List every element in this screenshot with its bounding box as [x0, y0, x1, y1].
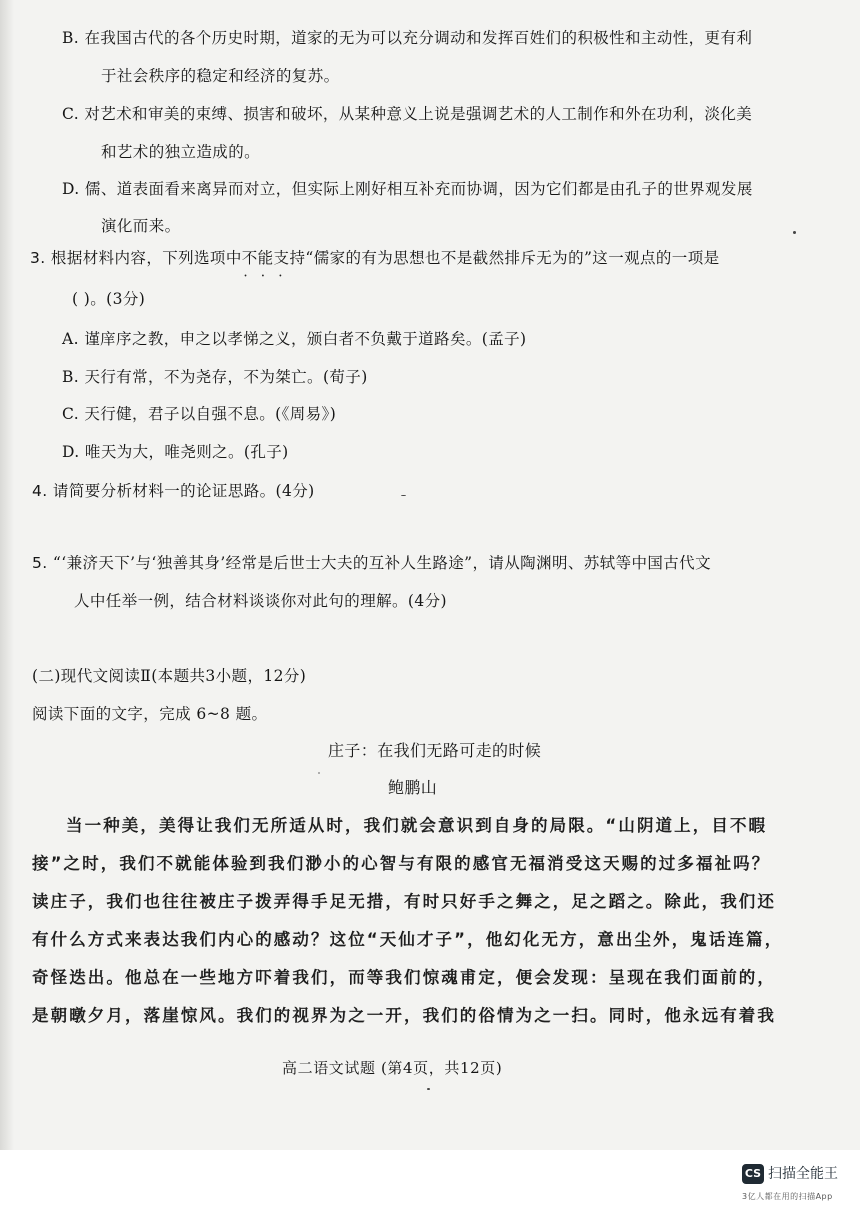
q3-stem — [30, 247, 720, 269]
q4 — [32, 480, 315, 502]
q2-option-b-line2: 于社会秩序的稳定和经济的复苏。 — [101, 67, 340, 85]
q5-line2: 人中任举一例，结合材料谈谈你对此句的理解。(4分) — [74, 592, 447, 610]
q4-text: 请简要分析材料一的论证思路。(4分) — [52, 482, 315, 500]
q3-option-a: A. 谨庠序之教，申之以孝悌之义，颁白者不负戴于道路矣。(孟子) — [62, 330, 527, 348]
scan-speck — [318, 772, 320, 774]
scanner-logo-icon: CS — [742, 1164, 764, 1184]
scanner-tagline: 3亿人都在用的扫描App — [742, 1192, 833, 1201]
q3-number: 3. — [30, 249, 46, 267]
scanner-app-name: 扫描全能王 — [768, 1166, 838, 1182]
article-title: 庄子：在我们无路可走的时候 — [328, 741, 542, 760]
q5-line1-text: “‘兼济天下’与‘独善其身’经常是后世士大夫的互补人生路途”，请从陶渊明、苏轼等中国古代文 — [52, 554, 711, 572]
q3-option-d: D. 唯天为大，唯尧则之。(孔子) — [62, 443, 289, 461]
section-heading: (二)现代文阅读Ⅱ(本题共3小题，12分) — [32, 667, 307, 685]
page-edge-shadow — [0, 0, 14, 1150]
q3-stem-before: 根据材料内容，下列选项中 — [50, 249, 242, 267]
q4-number: 4. — [32, 482, 48, 500]
scan-speck — [401, 495, 406, 496]
q2-option-d-line2: 演化而来。 — [101, 217, 181, 235]
q3-option-c: C. 天行健，君子以自强不息。(《周易》) — [62, 405, 337, 423]
q2-option-b-line1: B. 在我国古代的各个历史时期，道家的无为可以充分调动和发挥百姓们的积极性和主动性，更有利 — [62, 29, 753, 47]
q2-option-c-line2: 和艺术的独立造成的。 — [101, 143, 261, 161]
q3-answer-blank: ( )。(3分) — [72, 290, 146, 308]
section-instruction: 阅读下面的文字，完成 6~8 题。 — [32, 705, 268, 723]
q3-stem-after: 支持“儒家的有为思想也不是截然排斥无为的”这一观点的一项是 — [273, 249, 720, 267]
article-line: 是朝暾夕月，落崖惊风。我们的视界为之一开，我们的俗情为之一扫。同时，他永远有着我 — [32, 1006, 776, 1025]
article-line: 当一种美，美得让我们无所适从时，我们就会意识到自身的局限。“山阴道上，目不暇 — [66, 816, 768, 835]
article-line: 接”之时，我们不就能体验到我们渺小的心智与有限的感官无福消受这天赐的过多福祉吗？ — [32, 854, 771, 873]
scan-speck — [427, 1088, 430, 1090]
q2-option-d-line1: D. 儒、道表面看来离异而对立，但实际上刚好相互补充而协调，因为它们都是由孔子的世界观发展 — [62, 180, 753, 198]
q3-option-b: B. 天行有常，不为尧存，不为桀亡。(荀子) — [62, 368, 368, 386]
q5-number: 5. — [32, 554, 48, 572]
scan-speck — [793, 231, 796, 234]
q3-stem-emphasis: 不能 • • • — [242, 249, 274, 267]
article-line: 读庄子，我们也往往被庄子拨弄得手足无措，有时只好手之舞之，足之蹈之。除此，我们还 — [32, 892, 776, 911]
article-author: 鲍鹏山 — [388, 778, 438, 797]
page-footer: 高二语文试题 (第4页，共12页) — [282, 1059, 503, 1077]
article-line: 奇怪迭出。他总在一些地方吓着我们，而等我们惊魂甫定，便会发现：呈现在我们面前的， — [32, 968, 776, 987]
article-line: 有什么方式来表达我们内心的感动？这位“天仙才子”，他幻化无方，意出尘外，鬼话连篇， — [32, 930, 784, 949]
q5-line1 — [32, 552, 711, 574]
q2-option-c-line1: C. 对艺术和审美的束缚、损害和破坏，从某种意义上说是强调艺术的人工制作和外在功利，淡化美 — [62, 105, 753, 123]
